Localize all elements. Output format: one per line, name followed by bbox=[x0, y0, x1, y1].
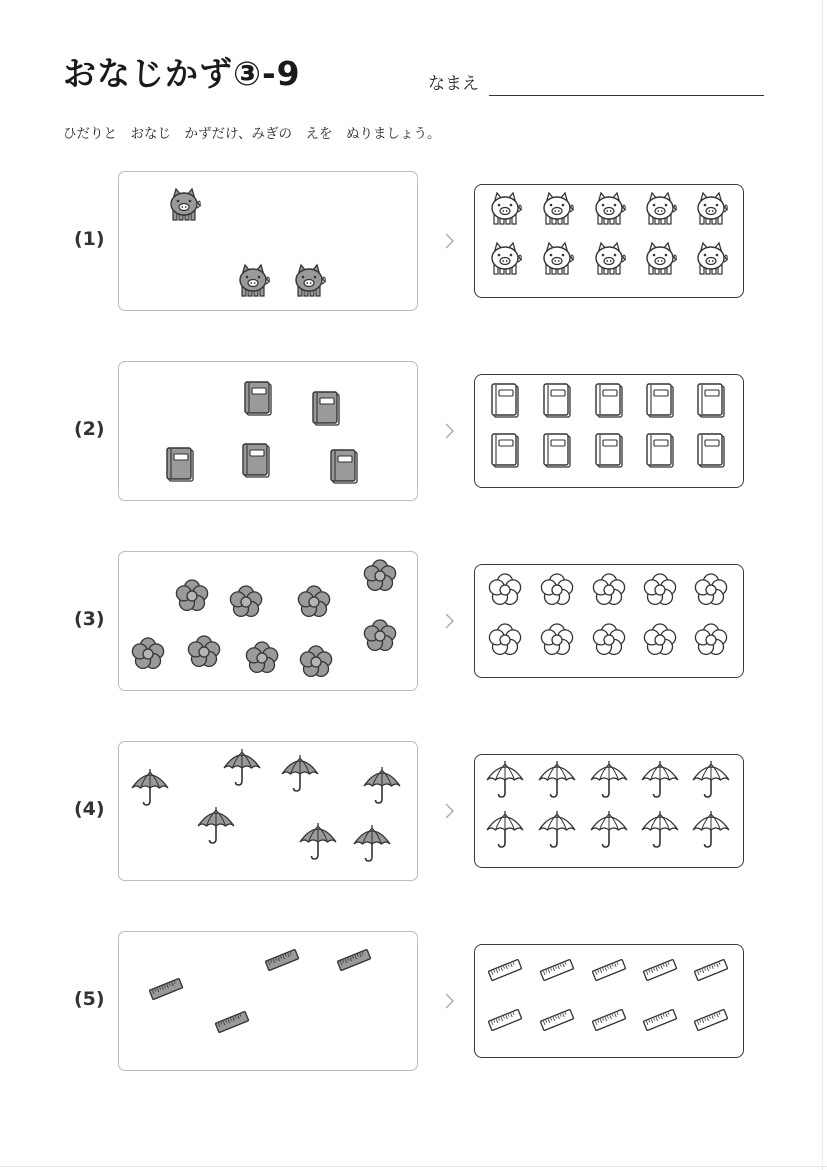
ruler-colorable-icon[interactable] bbox=[691, 1000, 731, 1040]
name-field-line[interactable] bbox=[489, 95, 764, 96]
pig-colorable-icon[interactable] bbox=[691, 190, 731, 230]
notebook-icon bbox=[324, 446, 364, 486]
flower-icon bbox=[294, 582, 334, 622]
flower-icon bbox=[184, 632, 224, 672]
umbrella-icon bbox=[222, 748, 262, 788]
chevron-right-icon bbox=[442, 991, 456, 1011]
umbrella-colorable-icon[interactable] bbox=[691, 760, 731, 800]
pig-colorable-icon[interactable] bbox=[485, 190, 525, 230]
notebook-icon bbox=[160, 444, 200, 484]
umbrella-colorable-icon[interactable] bbox=[485, 760, 525, 800]
ruler-colorable-icon[interactable] bbox=[640, 1000, 680, 1040]
umbrella-icon bbox=[298, 822, 338, 862]
notebook-colorable-icon[interactable] bbox=[691, 380, 731, 420]
ruler-colorable-icon[interactable] bbox=[640, 950, 680, 990]
ruler-icon bbox=[262, 940, 302, 980]
notebook-colorable-icon[interactable] bbox=[691, 430, 731, 470]
question-label: (3) bbox=[74, 608, 105, 630]
flower-colorable-icon[interactable] bbox=[485, 620, 525, 660]
notebook-colorable-icon[interactable] bbox=[589, 430, 629, 470]
umbrella-colorable-icon[interactable] bbox=[485, 810, 525, 850]
notebook-colorable-icon[interactable] bbox=[537, 380, 577, 420]
instruction-text: ひだりと おなじ かずだけ、みぎの えを ぬりましょう。 bbox=[63, 126, 441, 142]
flower-colorable-icon[interactable] bbox=[640, 570, 680, 610]
ruler-colorable-icon[interactable] bbox=[537, 950, 577, 990]
flower-colorable-icon[interactable] bbox=[691, 620, 731, 660]
ruler-colorable-icon[interactable] bbox=[485, 950, 525, 990]
notebook-icon bbox=[306, 388, 346, 428]
question-label: (4) bbox=[74, 798, 105, 820]
pig-colorable-icon[interactable] bbox=[640, 240, 680, 280]
umbrella-colorable-icon[interactable] bbox=[640, 760, 680, 800]
flower-icon bbox=[360, 616, 400, 656]
pig-icon bbox=[233, 262, 273, 302]
ruler-colorable-icon[interactable] bbox=[485, 1000, 525, 1040]
page-title: おなじかず③-9 bbox=[63, 54, 301, 93]
pig-colorable-icon[interactable] bbox=[537, 240, 577, 280]
chevron-right-icon bbox=[442, 421, 456, 441]
ruler-colorable-icon[interactable] bbox=[691, 950, 731, 990]
flower-icon bbox=[226, 582, 266, 622]
umbrella-colorable-icon[interactable] bbox=[589, 810, 629, 850]
chevron-right-icon bbox=[442, 231, 456, 251]
chevron-right-icon bbox=[442, 611, 456, 631]
notebook-colorable-icon[interactable] bbox=[640, 430, 680, 470]
pig-colorable-icon[interactable] bbox=[589, 190, 629, 230]
notebook-icon bbox=[238, 378, 278, 418]
ruler-icon bbox=[146, 969, 186, 1009]
flower-colorable-icon[interactable] bbox=[691, 570, 731, 610]
umbrella-icon bbox=[280, 754, 320, 794]
flower-icon bbox=[172, 576, 212, 616]
chevron-right-icon bbox=[442, 801, 456, 821]
notebook-colorable-icon[interactable] bbox=[485, 430, 525, 470]
question-label: (1) bbox=[74, 228, 105, 250]
flower-colorable-icon[interactable] bbox=[589, 570, 629, 610]
pig-colorable-icon[interactable] bbox=[485, 240, 525, 280]
flower-colorable-icon[interactable] bbox=[589, 620, 629, 660]
ruler-colorable-icon[interactable] bbox=[589, 950, 629, 990]
flower-colorable-icon[interactable] bbox=[485, 570, 525, 610]
umbrella-colorable-icon[interactable] bbox=[589, 760, 629, 800]
ruler-icon bbox=[334, 940, 374, 980]
question-label: (5) bbox=[74, 988, 105, 1010]
notebook-colorable-icon[interactable] bbox=[640, 380, 680, 420]
pig-colorable-icon[interactable] bbox=[691, 240, 731, 280]
flower-colorable-icon[interactable] bbox=[640, 620, 680, 660]
question-label: (2) bbox=[74, 418, 105, 440]
pig-icon bbox=[289, 262, 329, 302]
pig-colorable-icon[interactable] bbox=[589, 240, 629, 280]
flower-icon bbox=[296, 642, 336, 682]
notebook-icon bbox=[236, 440, 276, 480]
flower-colorable-icon[interactable] bbox=[537, 620, 577, 660]
ruler-colorable-icon[interactable] bbox=[589, 1000, 629, 1040]
notebook-colorable-icon[interactable] bbox=[589, 380, 629, 420]
page-edge-bottom bbox=[0, 1166, 827, 1167]
umbrella-icon bbox=[352, 824, 392, 864]
page-edge-right bbox=[822, 0, 823, 1170]
ruler-colorable-icon[interactable] bbox=[537, 1000, 577, 1040]
umbrella-icon bbox=[130, 768, 170, 808]
umbrella-colorable-icon[interactable] bbox=[537, 760, 577, 800]
umbrella-icon bbox=[362, 766, 402, 806]
pig-colorable-icon[interactable] bbox=[640, 190, 680, 230]
umbrella-colorable-icon[interactable] bbox=[640, 810, 680, 850]
notebook-colorable-icon[interactable] bbox=[485, 380, 525, 420]
umbrella-icon bbox=[196, 806, 236, 846]
notebook-colorable-icon[interactable] bbox=[537, 430, 577, 470]
flower-icon bbox=[242, 638, 282, 678]
umbrella-colorable-icon[interactable] bbox=[537, 810, 577, 850]
pig-icon bbox=[164, 186, 204, 226]
flower-icon bbox=[128, 634, 168, 674]
umbrella-colorable-icon[interactable] bbox=[691, 810, 731, 850]
ruler-icon bbox=[212, 1002, 252, 1042]
flower-colorable-icon[interactable] bbox=[537, 570, 577, 610]
name-label: なまえ bbox=[428, 74, 479, 94]
flower-icon bbox=[360, 556, 400, 596]
pig-colorable-icon[interactable] bbox=[537, 190, 577, 230]
